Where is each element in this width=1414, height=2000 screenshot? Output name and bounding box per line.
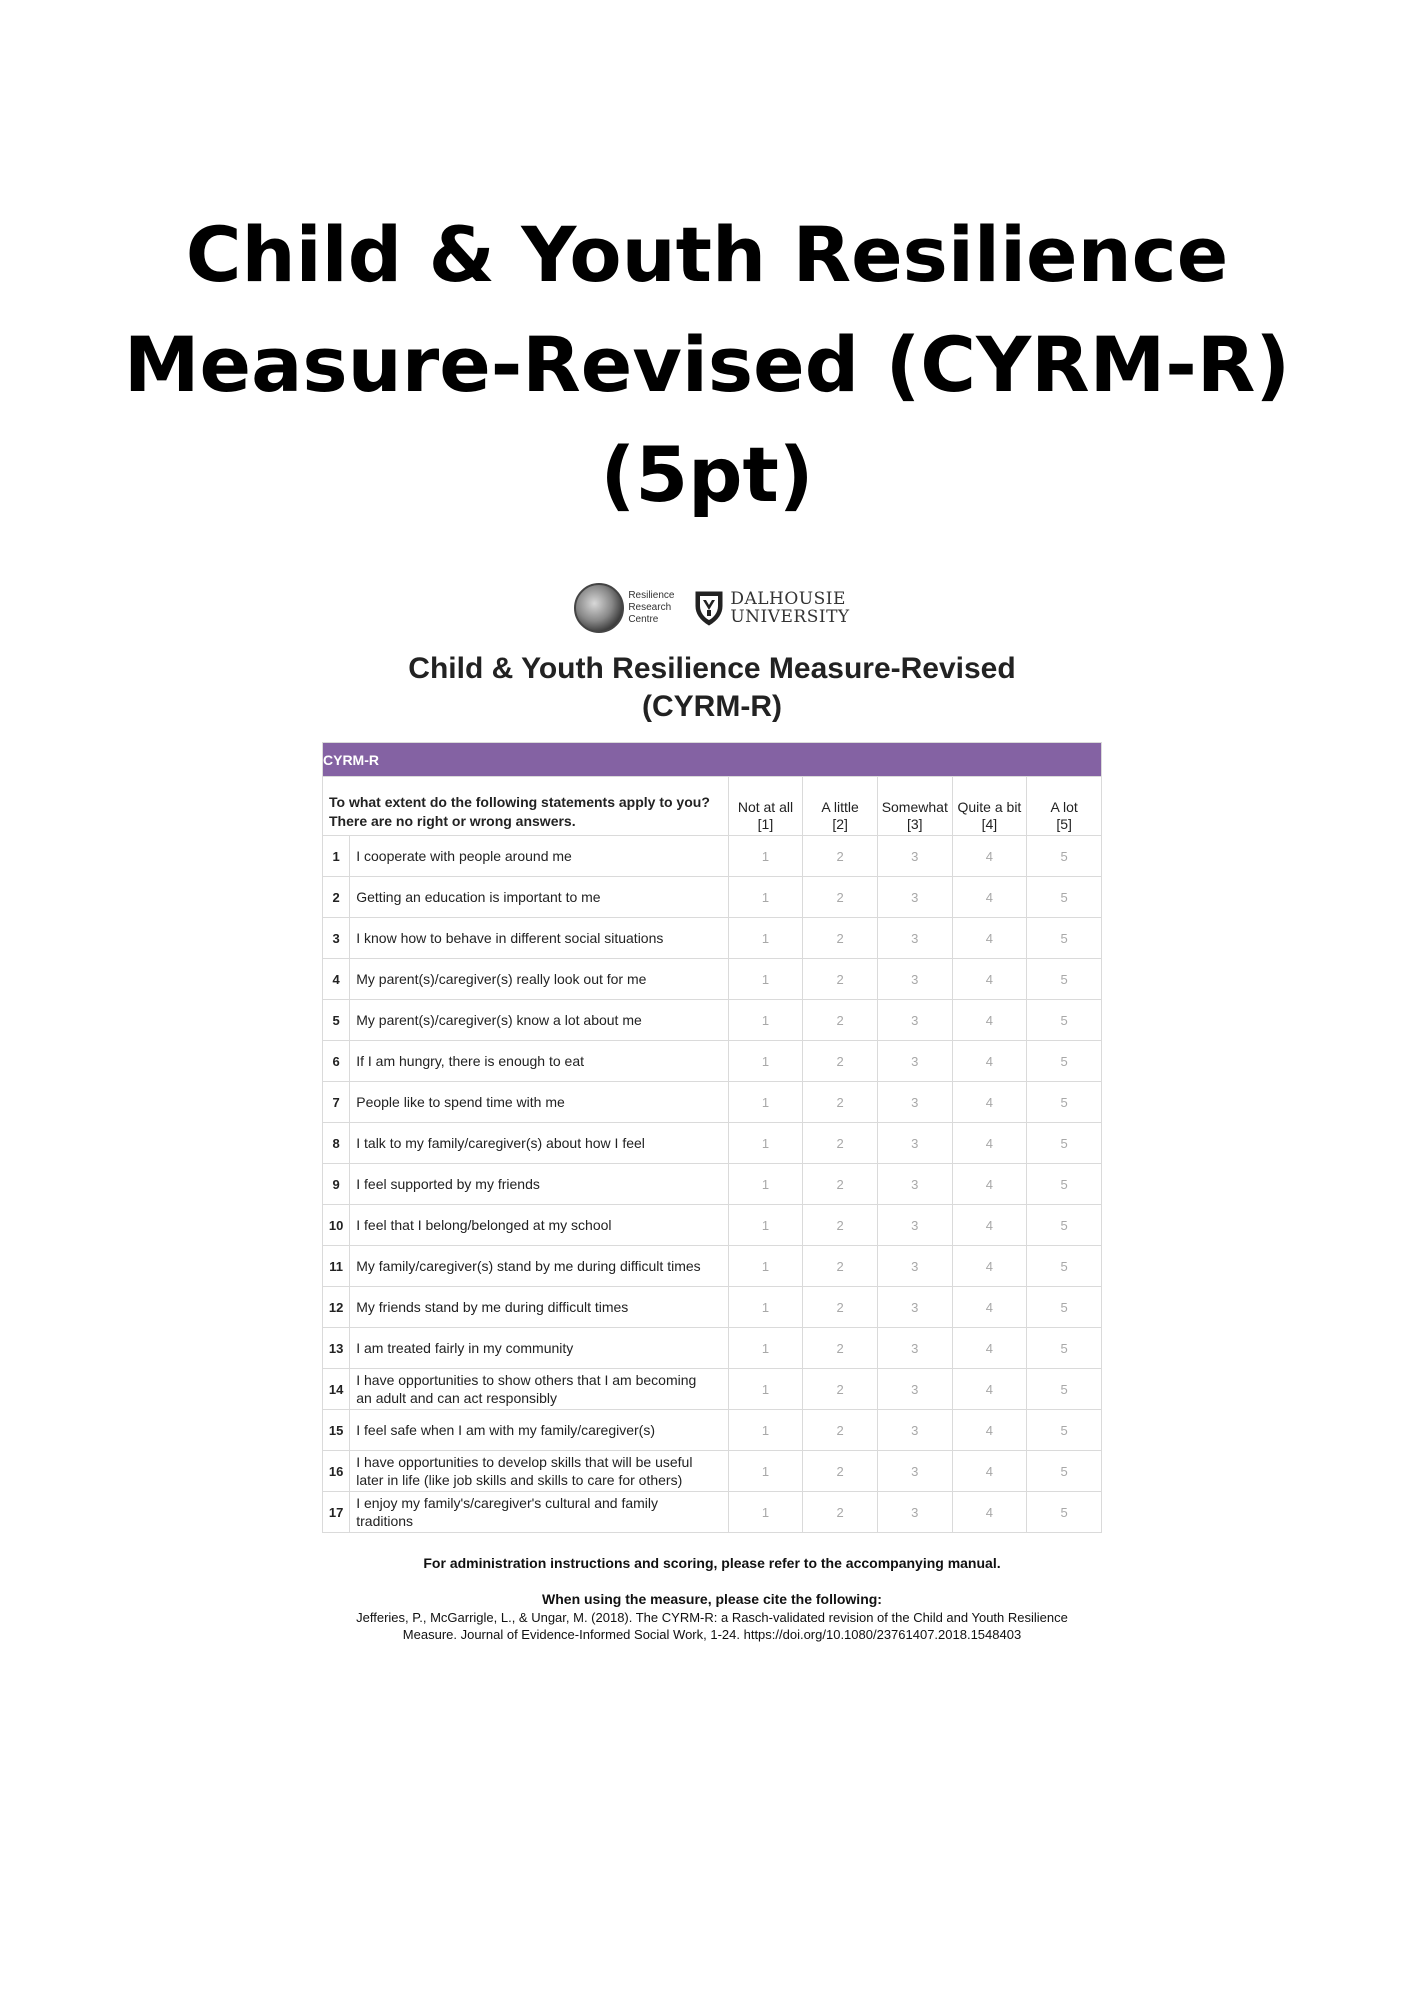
- item-statement-line: My friends stand by me during difficult times: [356, 1299, 629, 1315]
- response-option[interactable]: 3: [877, 959, 952, 1000]
- item-statement: [350, 1082, 728, 1123]
- item-statement: [350, 918, 728, 959]
- page-title-line: (5pt): [600, 430, 814, 519]
- response-option[interactable]: 1: [728, 836, 803, 877]
- response-option[interactable]: 3: [877, 1287, 952, 1328]
- footer: [322, 1555, 1102, 1643]
- citation-line: Measure. Journal of Evidence-Informed Social Work, 1-24. https://doi.org/10.1080/23761407.2018.1548403: [402, 1627, 1022, 1642]
- item-number: 4: [323, 959, 350, 1000]
- item-number: 1: [323, 836, 350, 877]
- page-title-line: Measure-Revised (CYRM-R): [123, 320, 1291, 409]
- option-header: Not at all [1]: [728, 777, 803, 836]
- table-row: [323, 1164, 1102, 1205]
- response-option[interactable]: 4: [952, 1205, 1027, 1246]
- response-option[interactable]: 4: [952, 877, 1027, 918]
- rrc-emblem-icon: [574, 583, 624, 633]
- item-statement-line: My family/caregiver(s) stand by me during difficult times: [356, 1258, 701, 1274]
- dalhousie-logo-text: UNIVERSITY: [730, 607, 850, 627]
- item-statement: [350, 1123, 728, 1164]
- response-option[interactable]: 1: [728, 1246, 803, 1287]
- response-option[interactable]: 2: [803, 1410, 878, 1451]
- option-header: A lot [5]: [1027, 777, 1102, 836]
- response-option[interactable]: 2: [803, 1123, 878, 1164]
- item-statement-line: Getting an education is important to me: [356, 889, 601, 905]
- response-option[interactable]: 2: [803, 1082, 878, 1123]
- response-option[interactable]: 1: [728, 1000, 803, 1041]
- response-option[interactable]: 5: [1027, 1082, 1102, 1123]
- response-option[interactable]: 2: [803, 877, 878, 918]
- response-option[interactable]: 2: [803, 1246, 878, 1287]
- item-statement-line: I enjoy my family's/caregiver's cultural and family: [356, 1495, 659, 1511]
- response-option[interactable]: 4: [952, 959, 1027, 1000]
- response-option[interactable]: 3: [877, 1492, 952, 1533]
- response-option[interactable]: 5: [1027, 1287, 1102, 1328]
- response-option[interactable]: 4: [952, 1123, 1027, 1164]
- table-row: [323, 1205, 1102, 1246]
- response-option[interactable]: 4: [952, 1041, 1027, 1082]
- item-statement: [350, 836, 728, 877]
- item-number: 7: [323, 1082, 350, 1123]
- item-statement-line: My parent(s)/caregiver(s) know a lot about me: [356, 1012, 642, 1028]
- response-option[interactable]: 4: [952, 1492, 1027, 1533]
- table-row: [323, 1123, 1102, 1164]
- table-header-row: [323, 777, 1102, 836]
- response-option[interactable]: 5: [1027, 1369, 1102, 1410]
- item-number: 14: [323, 1369, 350, 1410]
- response-option[interactable]: 5: [1027, 1123, 1102, 1164]
- response-option[interactable]: 1: [728, 1041, 803, 1082]
- response-option[interactable]: 1: [728, 877, 803, 918]
- citation-line: Jefferies, P., McGarrigle, L., & Ungar, M. (2018). The CYRM-R: a Rasch-validated revision of the Child and Youth Resilience: [356, 1610, 1068, 1625]
- response-option[interactable]: 3: [877, 1328, 952, 1369]
- item-statement-line: I have opportunities to show others that I am becoming: [356, 1372, 697, 1388]
- response-option[interactable]: 1: [728, 1123, 803, 1164]
- item-statement-line: an adult and can act responsibly: [356, 1390, 558, 1406]
- response-option[interactable]: 3: [877, 1041, 952, 1082]
- response-option[interactable]: 1: [728, 1369, 803, 1410]
- item-statement: [350, 1369, 728, 1410]
- response-option[interactable]: 2: [803, 1328, 878, 1369]
- response-option[interactable]: 5: [1027, 1492, 1102, 1533]
- item-statement: [350, 1410, 728, 1451]
- response-option[interactable]: 4: [952, 1164, 1027, 1205]
- table-row: [323, 1041, 1102, 1082]
- item-statement-line: traditions: [356, 1513, 414, 1529]
- citation: [322, 1609, 1102, 1643]
- response-option[interactable]: 4: [952, 1287, 1027, 1328]
- item-statement: [350, 1164, 728, 1205]
- item-statement: [350, 1328, 728, 1369]
- response-option[interactable]: 1: [728, 1205, 803, 1246]
- item-number: 16: [323, 1451, 350, 1492]
- item-statement-line: My parent(s)/caregiver(s) really look out for me: [356, 971, 647, 987]
- response-option[interactable]: 1: [728, 1492, 803, 1533]
- response-option[interactable]: 1: [728, 1451, 803, 1492]
- item-number: 6: [323, 1041, 350, 1082]
- response-option[interactable]: 5: [1027, 1000, 1102, 1041]
- dalhousie-logo-text: DALHOUSIE: [730, 589, 846, 609]
- option-header: A little [2]: [803, 777, 878, 836]
- response-option[interactable]: 3: [877, 1082, 952, 1123]
- response-option[interactable]: 1: [728, 1328, 803, 1369]
- response-option[interactable]: 4: [952, 1369, 1027, 1410]
- table-row: [323, 836, 1102, 877]
- item-number: 5: [323, 1000, 350, 1041]
- response-option[interactable]: 3: [877, 1205, 952, 1246]
- item-statement-line: I talk to my family/caregiver(s) about how I feel: [356, 1135, 645, 1151]
- response-option[interactable]: 4: [952, 918, 1027, 959]
- response-option[interactable]: 1: [728, 1287, 803, 1328]
- response-option[interactable]: 2: [803, 1164, 878, 1205]
- response-option[interactable]: 2: [803, 1492, 878, 1533]
- rrc-logo-text: Centre: [628, 614, 659, 625]
- item-number: 8: [323, 1123, 350, 1164]
- rrc-logo-text: Resilience: [628, 590, 675, 601]
- item-statement-line: I have opportunities to develop skills that will be useful: [356, 1454, 693, 1470]
- response-option[interactable]: 2: [803, 1369, 878, 1410]
- item-number: 15: [323, 1410, 350, 1451]
- response-option[interactable]: 3: [877, 877, 952, 918]
- document-title: [322, 650, 1102, 726]
- item-statement: [350, 1041, 728, 1082]
- response-option[interactable]: 1: [728, 959, 803, 1000]
- response-option[interactable]: 3: [877, 1123, 952, 1164]
- response-option[interactable]: 1: [728, 918, 803, 959]
- response-option[interactable]: 2: [803, 1041, 878, 1082]
- response-option[interactable]: 3: [877, 1000, 952, 1041]
- item-statement-line: I feel supported by my friends: [356, 1176, 540, 1192]
- response-option[interactable]: 2: [803, 1205, 878, 1246]
- document-title-line: Child & Youth Resilience Measure-Revised: [408, 652, 1016, 685]
- questionnaire-table: [322, 742, 1102, 1533]
- response-option[interactable]: 3: [877, 836, 952, 877]
- table-row: [323, 1287, 1102, 1328]
- response-option[interactable]: 2: [803, 1287, 878, 1328]
- item-statement: [350, 1205, 728, 1246]
- rrc-logo-text: Research: [628, 602, 672, 613]
- response-option[interactable]: 5: [1027, 1328, 1102, 1369]
- table-row: [323, 1000, 1102, 1041]
- item-statement: [350, 959, 728, 1000]
- table-band: [323, 743, 1102, 777]
- table-row: [323, 1369, 1102, 1410]
- page-title-line: Child & Youth Resilience: [185, 210, 1229, 299]
- item-statement: [350, 1492, 728, 1533]
- table-row: [323, 877, 1102, 918]
- response-option[interactable]: 2: [803, 1000, 878, 1041]
- document-title-line: (CYRM-R): [642, 690, 782, 723]
- response-option[interactable]: 2: [803, 918, 878, 959]
- instruction-line: There are no right or wrong answers.: [329, 813, 576, 829]
- response-option[interactable]: 4: [952, 1328, 1027, 1369]
- response-option[interactable]: 5: [1027, 918, 1102, 959]
- item-statement: [350, 1246, 728, 1287]
- table-row: [323, 1328, 1102, 1369]
- response-option[interactable]: 3: [877, 1246, 952, 1287]
- admin-note: For administration instructions and scoring, please refer to the accompanying manual.: [423, 1555, 1001, 1571]
- option-header: Somewhat [3]: [877, 777, 952, 836]
- item-statement: [350, 877, 728, 918]
- response-option[interactable]: 3: [877, 1410, 952, 1451]
- response-option[interactable]: 5: [1027, 1164, 1102, 1205]
- instruction-line: To what extent do the following statements apply to you?: [329, 794, 710, 810]
- response-option[interactable]: 5: [1027, 1041, 1102, 1082]
- response-option[interactable]: 5: [1027, 877, 1102, 918]
- response-option[interactable]: 2: [803, 1451, 878, 1492]
- item-statement-line: I know how to behave in different social situations: [356, 930, 664, 946]
- dalhousie-shield-icon: [694, 590, 724, 626]
- document-image: [322, 578, 1102, 1643]
- item-statement: [350, 1451, 728, 1492]
- item-number: 12: [323, 1287, 350, 1328]
- table-row: [323, 959, 1102, 1000]
- table-band-label: CYRM-R: [323, 743, 1102, 777]
- response-option[interactable]: 4: [952, 1082, 1027, 1123]
- item-statement-line: later in life (like job skills and skills to care for others): [356, 1472, 683, 1488]
- logo-bar: [322, 578, 1102, 638]
- citation-heading: When using the measure, please cite the following:: [542, 1591, 882, 1607]
- response-option[interactable]: 3: [877, 918, 952, 959]
- response-option[interactable]: 4: [952, 1451, 1027, 1492]
- response-option[interactable]: 5: [1027, 1246, 1102, 1287]
- response-option[interactable]: 2: [803, 836, 878, 877]
- response-option[interactable]: 1: [728, 1082, 803, 1123]
- item-statement-line: People like to spend time with me: [356, 1094, 565, 1110]
- item-statement-line: If I am hungry, there is enough to eat: [356, 1053, 585, 1069]
- item-statement: [350, 1287, 728, 1328]
- page-title: [0, 200, 1414, 530]
- item-statement-line: I feel that I belong/belonged at my school: [356, 1217, 612, 1233]
- response-option[interactable]: 5: [1027, 1451, 1102, 1492]
- option-header: Quite a bit [4]: [952, 777, 1027, 836]
- item-statement-line: I am treated fairly in my community: [356, 1340, 574, 1356]
- response-option[interactable]: 4: [952, 1246, 1027, 1287]
- item-statement-line: I feel safe when I am with my family/caregiver(s): [356, 1422, 655, 1438]
- table-row: [323, 1082, 1102, 1123]
- table-row: [323, 1492, 1102, 1533]
- item-statement-line: I cooperate with people around me: [356, 848, 572, 864]
- response-option[interactable]: 5: [1027, 1205, 1102, 1246]
- item-number: 3: [323, 918, 350, 959]
- item-number: 10: [323, 1205, 350, 1246]
- response-option[interactable]: 5: [1027, 1410, 1102, 1451]
- item-statement: [350, 1000, 728, 1041]
- response-option[interactable]: 4: [952, 1410, 1027, 1451]
- item-number: 17: [323, 1492, 350, 1533]
- response-option[interactable]: 3: [877, 1451, 952, 1492]
- response-option[interactable]: 4: [952, 1000, 1027, 1041]
- table-row: [323, 1451, 1102, 1492]
- response-option[interactable]: 4: [952, 836, 1027, 877]
- response-option[interactable]: 5: [1027, 959, 1102, 1000]
- item-number: 11: [323, 1246, 350, 1287]
- response-option[interactable]: 1: [728, 1164, 803, 1205]
- table-row: [323, 1410, 1102, 1451]
- response-option[interactable]: 3: [877, 1164, 952, 1205]
- dalhousie-logo: [694, 590, 849, 626]
- response-option[interactable]: 1: [728, 1410, 803, 1451]
- response-option[interactable]: 5: [1027, 836, 1102, 877]
- item-number: 2: [323, 877, 350, 918]
- response-option[interactable]: 2: [803, 959, 878, 1000]
- table-row: [323, 918, 1102, 959]
- item-number: 9: [323, 1164, 350, 1205]
- response-option[interactable]: 3: [877, 1369, 952, 1410]
- item-number: 13: [323, 1328, 350, 1369]
- resilience-research-centre-logo: [574, 583, 684, 633]
- table-row: [323, 1246, 1102, 1287]
- instructions: [323, 777, 729, 836]
